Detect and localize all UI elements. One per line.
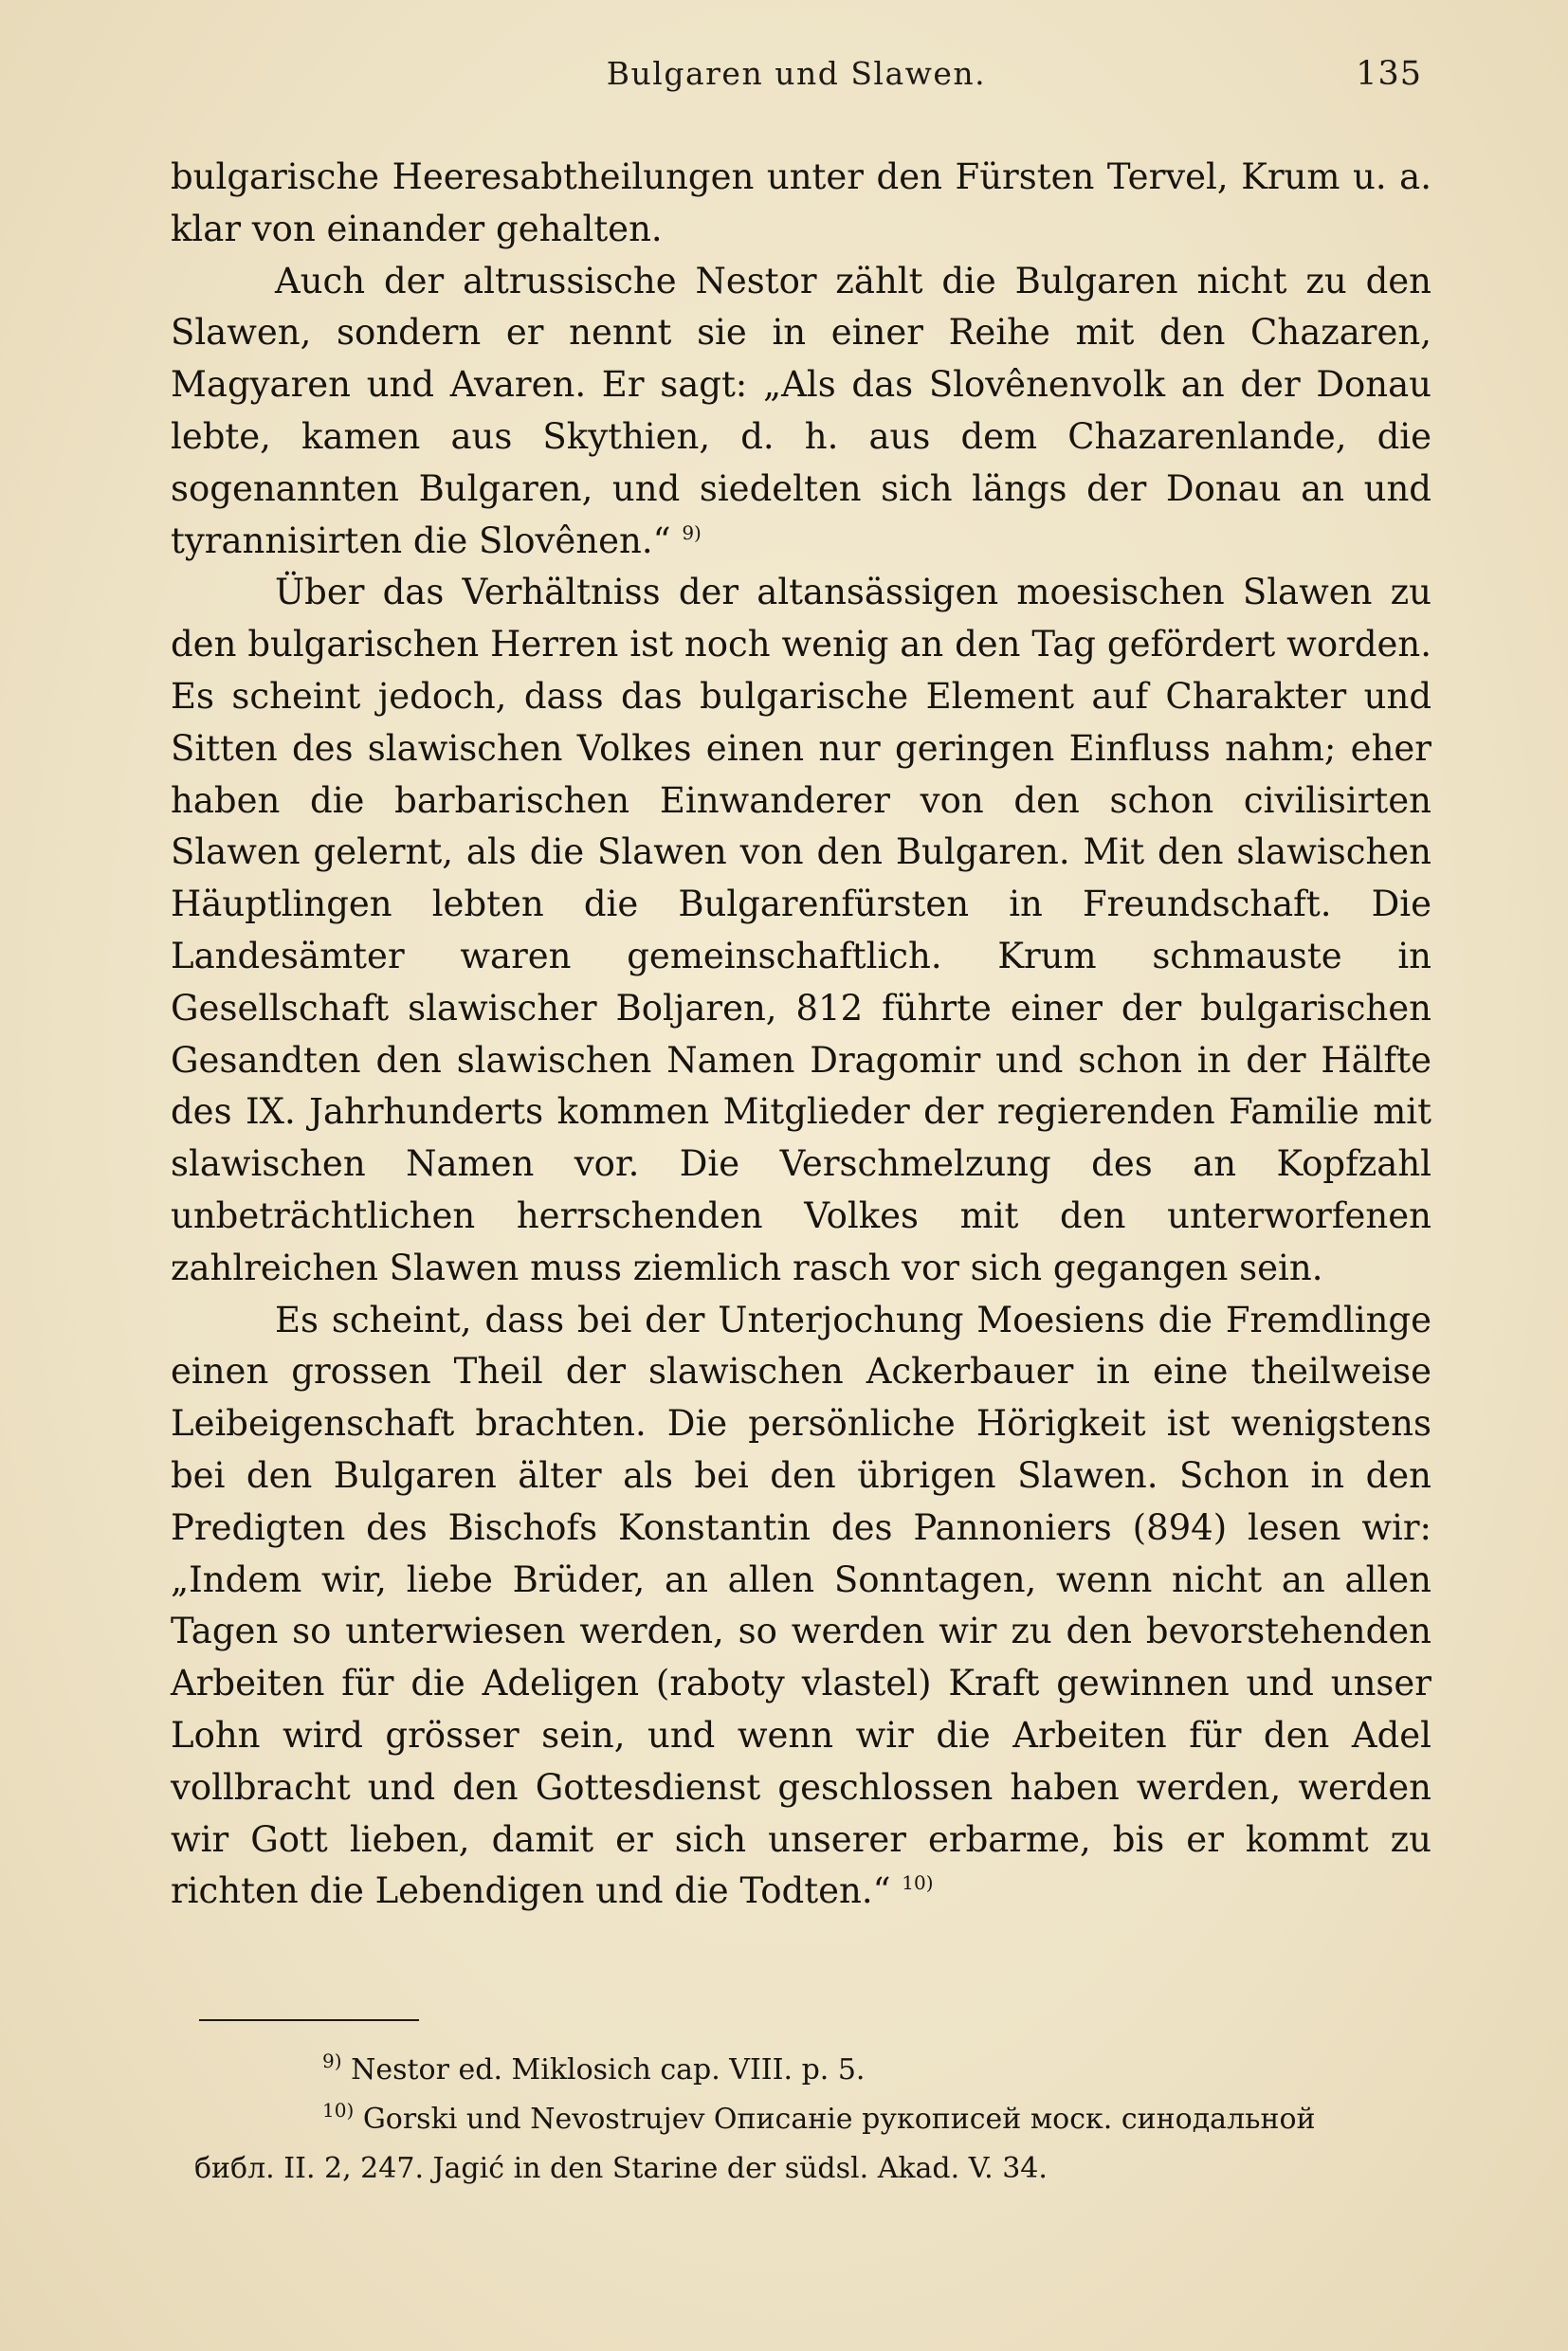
footnote-text: Nestor ed. Miklosich cap. VIII. p. 5. xyxy=(351,2053,866,2087)
paragraph-2-text: Auch der altrussische Nestor zählt die Bulgaren nicht zu den Slawen, sondern er nennt sie in einer Reihe mit den Chazaren, Magyaren und Avaren. Er sagt: „Als das Slovênenvolk an der Donau lebte, kamen aus Skythien, d. h. aus dem Chazarenlande, die sogenannten Bulgaren, und siedelten sich längs der Donau an und tyrannisirten die Slovênen.“ xyxy=(171,260,1431,561)
page-header xyxy=(171,55,1422,102)
paragraph-4-text: Es scheint, dass bei der Unterjochung Moesiens die Fremdlinge einen grossen Theil der slawischen Ackerbauer in eine theilweise Leibeigenschaft brachten. Die persönliche Hörigkeit ist wenigstens bei den Bulgaren älter als bei den übrigen Slawen. Schon in den Predigten des Bischofs Konstantin des Pannoniers (894) lesen wir: „Indem wir, liebe Brüder, an allen Sonntagen, wenn nicht an allen Tagen so unterwiesen werden, so werden wir zu den bevorstehenden Arbeiten für die Adeligen (raboty vlastel) Kraft gewinnen und unser Lohn wird grösser sein, und wenn wir die Arbeiten für den Adel vollbracht und den Gottesdienst geschlossen haben werden, werden wir Gott lieben, damit er sich unserer erbarme, bis er kommt zu richten die Lebendigen und die Todten.“ xyxy=(171,1299,1431,1912)
footnote-10-continuation: библ. II. 2, 247. Jagić in den Starine der südsl. Akad. V. 34. xyxy=(194,2152,1048,2185)
footnotes xyxy=(194,2046,1469,2194)
footnote-mark: 9) xyxy=(322,2050,342,2072)
footnote-10 xyxy=(194,2095,1469,2144)
footnote-text: Gorski und Nevostrujev Описаніе рукописей моск. синодальной xyxy=(362,2103,1316,2136)
footnote-9 xyxy=(194,2046,1469,2095)
page-number: 135 xyxy=(1356,55,1422,93)
paragraph-3: Über das Verhältniss der altansässigen moesischen Slawen zu den bulgarischen Herren ist noch wenig an den Tag gefördert worden. Es scheint jedoch, dass das bulgarische Element auf Charakter und Sitten des slawischen Volkes einen nur geringen Einfluss nahm; eher haben die barbarischen Einwanderer von den schon civilisirten Slawen gelernt, als die Slawen von den Bulgaren. Mit den slawischen Häuptlingen lebten die Bulgarenfürsten in Freundschaft. Die Landesämter waren gemeinschaftlich. Krum schmauste in Gesellschaft slawischer Boljaren, 812 führte einer der bulgarischen Gesandten den slawischen Namen Dragomir und schon in der Hälfte des IX. Jahrhunderts kommen Mitglieder der regierenden Familie mit slawischen Namen vor. Die Verschmelzung des an Kopfzahl unbeträchtlichen herrschenden Volkes mit den unterworfenen zahlreichen Slawen muss ziemlich rasch vor sich gegangen sein. xyxy=(171,572,1431,1288)
paragraph-4 xyxy=(171,1295,1431,1919)
footnote-separator xyxy=(199,2019,419,2021)
paragraph-1: bulgarische Heeresabtheilungen unter den Fürsten Tervel, Krum u. a. klar von einander gehalten. xyxy=(171,156,1431,249)
paragraph-2 xyxy=(171,256,1431,568)
footnote-mark: 10) xyxy=(322,2099,355,2122)
footnote-ref-9: 9) xyxy=(682,520,702,544)
main-text xyxy=(171,152,1431,1918)
footnote-ref-10: 10) xyxy=(902,1871,934,1895)
running-title: Bulgaren und Slawen. xyxy=(606,55,987,92)
